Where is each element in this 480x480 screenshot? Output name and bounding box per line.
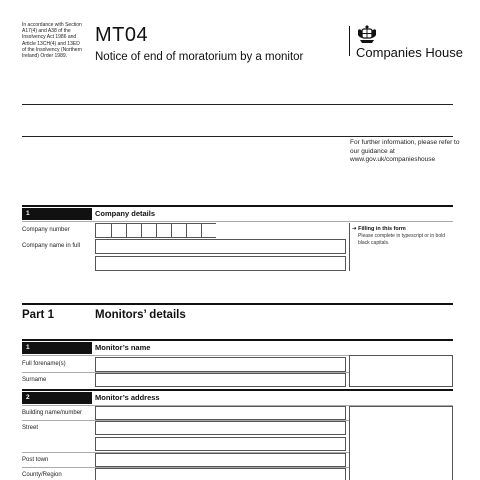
company-name-field[interactable] bbox=[95, 239, 346, 254]
part-title: Monitors’ details bbox=[95, 309, 186, 321]
part-rule bbox=[22, 303, 453, 305]
part-label: Part 1 bbox=[22, 309, 54, 321]
guidance-info: For further information, please refer to our guidance at www.gov.uk/companieshouse bbox=[350, 139, 460, 163]
post-town-field[interactable] bbox=[95, 453, 346, 467]
section-title: Company details bbox=[95, 209, 156, 218]
note-text: Please complete in typescript or in bold black capitals. bbox=[358, 233, 445, 246]
note-divider bbox=[349, 223, 350, 271]
form-title: Notice of end of moratorium by a monitor bbox=[95, 51, 304, 63]
company-number-label: Company number bbox=[22, 227, 70, 233]
surname-label: Surname bbox=[22, 377, 47, 383]
forename-label: Full forename(s) bbox=[22, 361, 66, 367]
section-rule bbox=[22, 339, 453, 341]
legal-note: In accordance with Section A17(4) and A38 of the Insolvency Act 1986 and Article 13CH(4) and 13ED of the Insolvency (Northern Ireland) Order 1989. bbox=[22, 22, 83, 60]
side-box bbox=[349, 406, 453, 480]
county-field[interactable] bbox=[95, 468, 346, 480]
side-box bbox=[349, 355, 453, 387]
logo-divider bbox=[349, 26, 350, 56]
surname-field[interactable] bbox=[95, 373, 346, 387]
top-rule bbox=[22, 104, 453, 105]
row-rule bbox=[22, 221, 453, 222]
post-town-label: Post town bbox=[22, 457, 49, 463]
section-title: Monitor’s address bbox=[95, 393, 160, 402]
section-rule bbox=[22, 389, 453, 391]
company-name-label: Company name in full bbox=[22, 243, 81, 249]
street-label: Street bbox=[22, 425, 39, 431]
arrow-right-icon: ➔ bbox=[352, 226, 357, 232]
street-field[interactable] bbox=[95, 421, 346, 435]
form-code: MT04 bbox=[95, 24, 149, 46]
section-rule bbox=[22, 205, 453, 207]
street-field-line-2[interactable] bbox=[95, 437, 346, 451]
section-number: 2 bbox=[22, 392, 92, 404]
building-label: Building name/number bbox=[22, 410, 83, 416]
section-number: 1 bbox=[22, 208, 92, 220]
company-name-field-line-2[interactable] bbox=[95, 256, 346, 271]
section-title: Monitor’s name bbox=[95, 343, 151, 352]
org-name: Companies House bbox=[356, 45, 463, 60]
note-title: ➔ Filling in this form bbox=[352, 226, 406, 232]
info-rule bbox=[22, 136, 453, 137]
section-number: 1 bbox=[22, 342, 92, 354]
royal-crest-icon bbox=[356, 24, 378, 44]
county-label: County/Region bbox=[22, 472, 62, 478]
company-number-field[interactable] bbox=[95, 223, 216, 238]
forename-field[interactable] bbox=[95, 357, 346, 372]
building-field[interactable] bbox=[95, 406, 346, 420]
